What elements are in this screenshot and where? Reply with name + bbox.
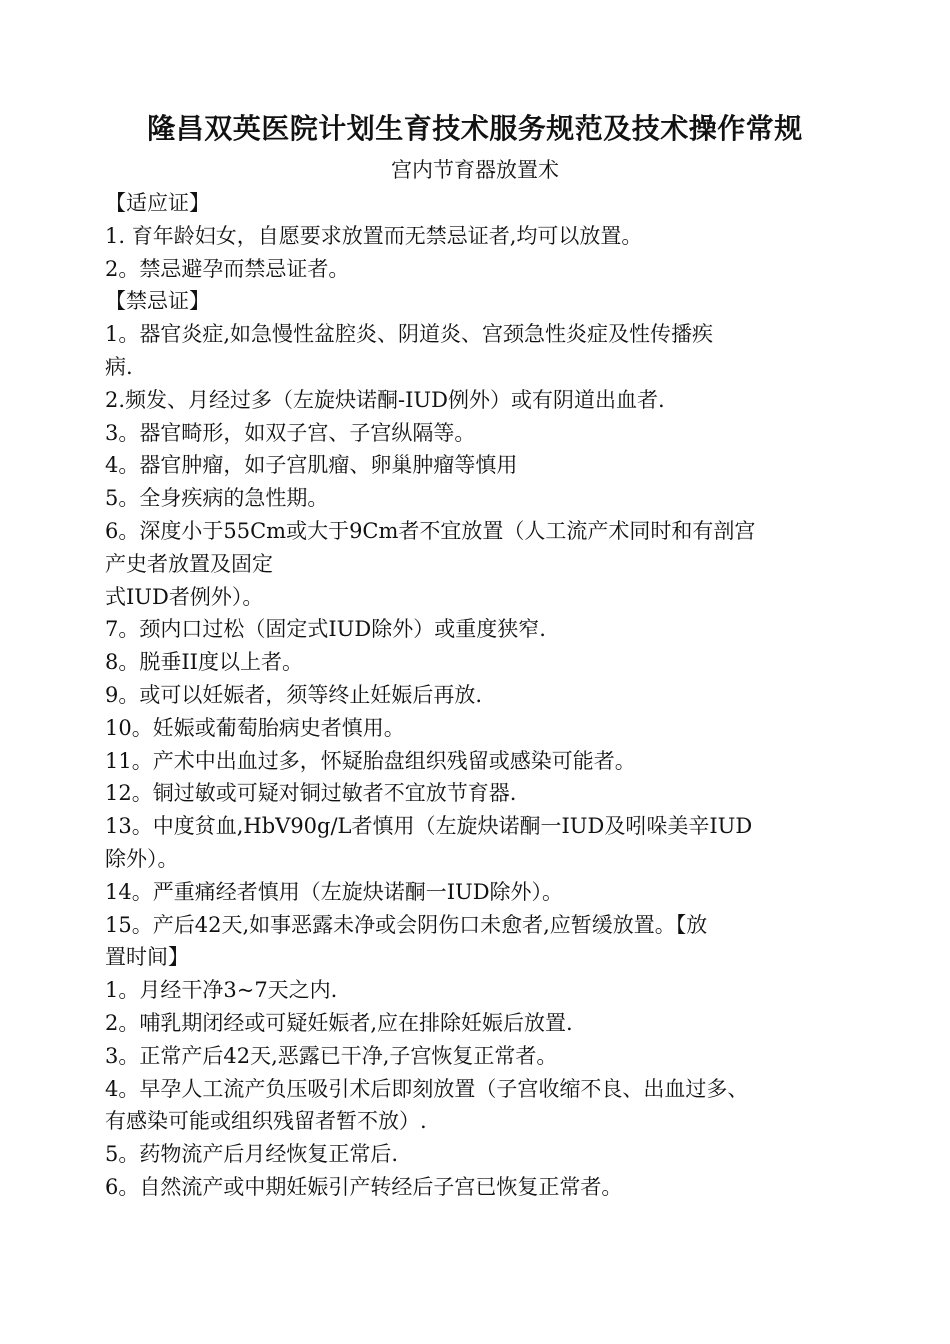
text-line: 1。器官炎症,如急慢性盆腔炎、阴道炎、宫颈急性炎症及性传播疾 (105, 322, 714, 347)
text-line: 2。禁忌避孕而禁忌证者。 (105, 256, 350, 281)
text-line: 2.频发、月经过多（左旋炔诺酮-IUD例外）或有阴道出血者. (105, 387, 665, 412)
text-line: 4。早孕人工流产负压吸引术后即刻放置（子宫收缩不良、出血过多、 (105, 1076, 749, 1101)
text-line: 9。或可以妊娠者，须等终止妊娠后再放. (105, 682, 483, 707)
text-line: 8。脱垂II度以上者。 (105, 650, 303, 675)
text-line: 1。月经干净3~7天之内. (105, 978, 338, 1003)
text-line: 5。药物流产后月经恢复正常后. (105, 1142, 399, 1167)
text-line: 7。颈内口过松（固定式IUD除外）或重度狭窄. (105, 617, 546, 642)
text-line: 2。哺乳期闭经或可疑妊娠者,应在排除妊娠后放置. (105, 1010, 573, 1035)
text-line: 6。自然流产或中期妊娠引产转经后子宫已恢复正常者。 (105, 1174, 623, 1199)
section-heading-contraindications: 【禁忌证】 (105, 289, 210, 314)
text-line: 6。深度小于55Cm或大于9Cm者不宜放置（人工流产术同时和有剖宫 (105, 518, 756, 543)
text-line: 3。正常产后42天,恶露已干净,子宫恢复正常者。 (105, 1043, 558, 1068)
text-line: 式IUD者例外）。 (105, 584, 264, 609)
text-line: 产史者放置及固定 (105, 551, 273, 576)
text-line: 4。器官肿瘤，如子宫肌瘤、卵巢肿瘤等慎用 (105, 453, 518, 478)
text-line: 病. (105, 354, 133, 379)
text-line: 除外）。 (105, 846, 179, 871)
text-line: 11。产术中出血过多，怀疑胎盘组织残留或感染可能者。 (105, 748, 636, 773)
document-subtitle: 宫内节育器放置术 (391, 158, 559, 182)
text-line: 3。器官畸形，如双子宫、子宫纵隔等。 (105, 420, 476, 445)
text-line: 13。中度贫血,HbV90g/L者慎用（左旋炔诺酮一IUD及吲哚美辛IUD (105, 814, 753, 839)
text-line: 有感染可能或组织残留者暂不放）. (105, 1109, 427, 1134)
text-line: 1. 育年龄妇女，自愿要求放置而无禁忌证者,均可以放置。 (105, 223, 643, 248)
document-body (105, 187, 857, 1204)
text-line: 5。全身疾病的急性期。 (105, 486, 329, 511)
text-line: 15。产后42天,如事恶露未净或会阴伤口未愈者,应暂缓放置。【放 (105, 912, 708, 937)
document-title: 隆昌双英医院计划生育技术服务规范及技术操作常规 (147, 112, 803, 145)
text-line: 置时间】 (105, 945, 189, 970)
text-line: 10。妊娠或葡萄胎病史者慎用。 (105, 715, 405, 740)
section-heading-indications: 【适应证】 (105, 191, 210, 215)
text-line: 12。铜过敏或可疑对铜过敏者不宜放节育器. (105, 781, 517, 806)
text-line: 14。严重痛经者慎用（左旋炔诺酮一IUD除外）。 (105, 879, 564, 904)
